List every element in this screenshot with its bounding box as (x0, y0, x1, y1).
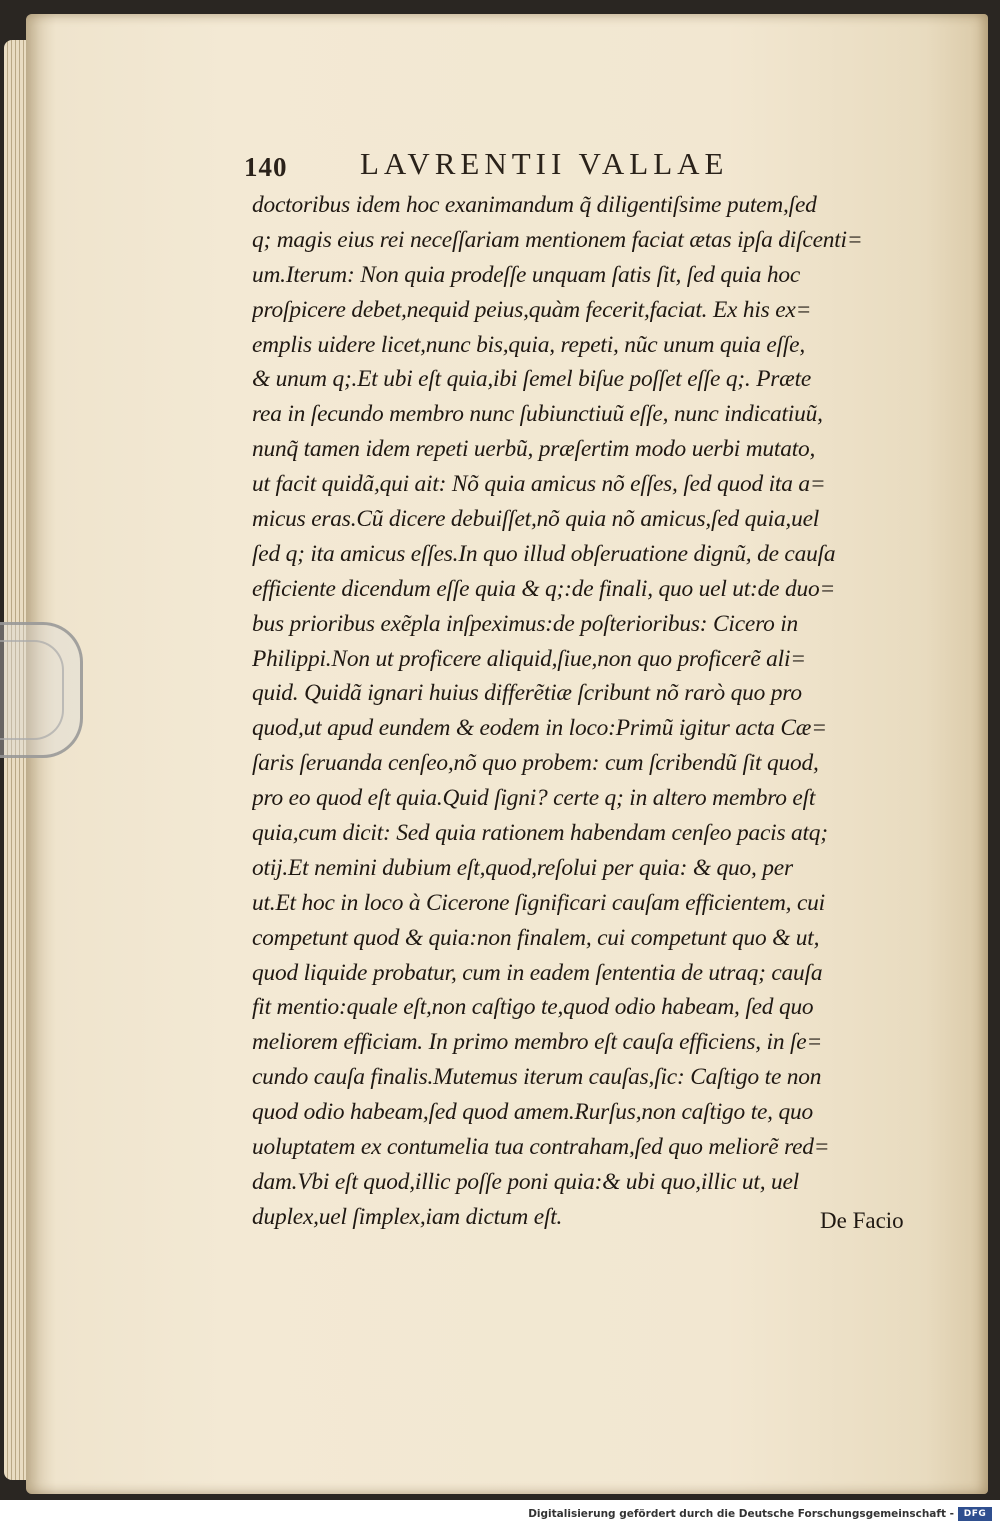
body-text (252, 188, 920, 1235)
text-line: efficiente dicendum eſſe quia & q;:de finali, quo uel ut:de duo= (252, 575, 836, 602)
text-line: quia,cum dicit: Sed quia rationem habendam cenſeo pacis atq; (252, 820, 828, 847)
text-line: pro eo quod eſt quia.Quid ſigni? certe q; in altero membro eſt (252, 785, 816, 812)
text-line: ſaris ſeruanda cenſeo,nõ quo probem: cum ſcribendũ ſit quod, (252, 750, 819, 777)
page-number: 140 (244, 152, 288, 182)
catchword: De Facio (820, 1208, 904, 1233)
text-line: quod liquide probatur, cum in eadem ſententia de utraq; cauſa (252, 959, 823, 986)
text-line: uoluptatem ex contumelia tua contraham,ſed quo meliorẽ red= (252, 1134, 830, 1161)
text-line: meliorem efficiam. In primo membro eſt cauſa efficiens, in ſe= (252, 1029, 823, 1056)
text-line: fit mentio:quale eſt,non caſtigo te,quod odio habeam, ſed quo (252, 994, 814, 1021)
text-line: q; magis eius rei neceſſariam mentionem faciat ætas ipſa diſcenti= (252, 226, 863, 253)
text-line: proſpicere debet,nequid peius,quàm fecerit,faciat. Ex his ex= (252, 296, 812, 323)
text-line: nunq̃ tamen idem repeti uerbũ, præſertim modo uerbi mutato, (252, 436, 816, 463)
text-line: ut facit quidã,qui ait: Nõ quia amicus nõ eſſes, ſed quod ita a= (252, 471, 826, 498)
text-line: otij.Et nemini dubium eſt,quod,reſolui per quia: & quo, per (252, 854, 793, 881)
text-line: cundo cauſa finalis.Mutemus iterum cauſas,ſic: Caſtigo te non (252, 1064, 822, 1091)
funding-credit: Digitalisierung gefördert durch die Deutsche Forschungsgemeinschaft - (528, 1508, 954, 1520)
text-line: ſed q; ita amicus eſſes.In quo illud obſeruatione dignũ, de cauſa (252, 540, 836, 567)
text-line: & unum q;.Et ubi eſt quia,ibi ſemel biſue poſſet eſſe q;. Præte (252, 366, 812, 393)
text-line: rea in ſecundo membro nunc ſubiunctiuũ eſſe, nunc indicatiuũ, (252, 401, 823, 428)
running-title: LAVRENTII VALLAE (360, 146, 729, 181)
footer-bar (0, 1500, 1000, 1529)
text-line: Philippi.Non ut proficere aliquid,ſiue,non quo proficerẽ ali= (252, 645, 806, 672)
text-line: doctoribus idem hoc exanimandum q̃ diligentiſsime putem,ſed (252, 192, 817, 218)
dfg-logo: DFG (958, 1507, 992, 1521)
text-line: quid. Quidã ignari huius differẽtiæ ſcribunt nõ rarò quo pro (252, 680, 802, 707)
text-line: quod odio habeam,ſed quod amem.Rurſus,non caſtigo te, quo (252, 1099, 813, 1126)
paper-clip-inner (0, 640, 64, 740)
text-line: emplis uidere licet,nunc bis,quia, repeti, nũc unum quia eſſe, (252, 331, 805, 358)
page-header (244, 146, 804, 188)
text-line: ut.Et hoc in loco à Cicerone ſignificari cauſam efficientem, cui (252, 889, 825, 916)
text-line: dam.Vbi eſt quod,illic poſſe poni quia:& ubi quo,illic ut, uel (252, 1168, 799, 1195)
text-line: quod,ut apud eundem & eodem in loco:Primũ igitur acta Cæ= (252, 715, 827, 742)
text-line: bus prioribus exẽpla inſpeximus:de poſterioribus: Cicero in (252, 610, 799, 637)
text-line: um.Iterum: Non quia prodeſſe unquam ſatis ſit, ſed quia hoc (252, 261, 801, 288)
text-line: duplex,uel ſimplex,iam dictum eſt. (252, 1203, 563, 1230)
text-line: micus eras.Cũ dicere debuiſſet,nõ quia nõ amicus,ſed quia,uel (252, 506, 820, 533)
text-line: competunt quod & quia:non finalem, cui competunt quo & ut, (252, 924, 820, 951)
